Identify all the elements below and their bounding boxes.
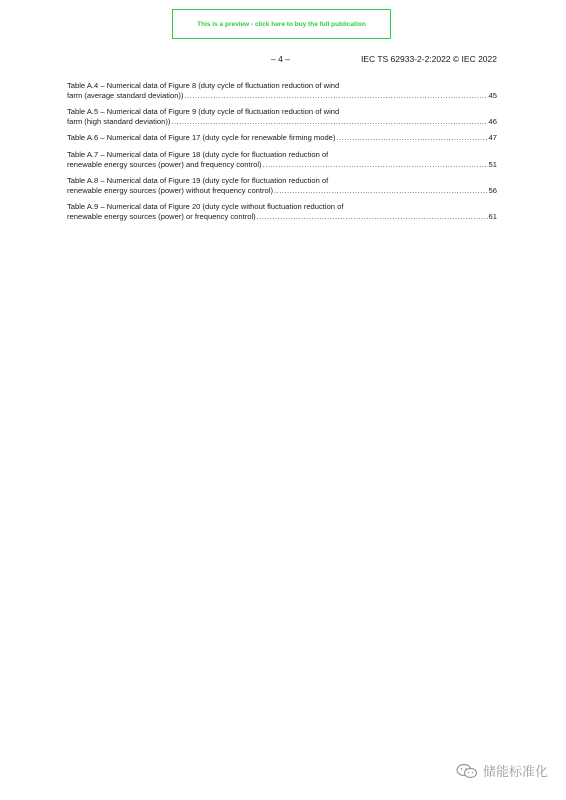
- toc-page-number: 61: [488, 211, 497, 221]
- watermark-text: 储能标准化: [482, 764, 548, 779]
- toc-dot-leader: [336, 133, 487, 143]
- toc-entry-text: Table A.9 – Numerical data of Figure 20 (duty cycle without fluctuation reduction of: [67, 202, 344, 212]
- toc-entry-text: renewable energy sources (power) and frequency control): [67, 159, 262, 169]
- preview-banner-text: This is a preview - click here to buy the full publication: [197, 20, 366, 28]
- toc-entry-text: Table A.6 – Numerical data of Figure 17 (duty cycle for renewable firming mode): [67, 133, 336, 143]
- toc-page-number: 47: [488, 133, 497, 143]
- toc-entry[interactable]: [67, 133, 497, 143]
- toc-entry-text: Table A.7 – Numerical data of Figure 18 (duty cycle for fluctuation reduction of: [67, 149, 329, 159]
- toc-entry-text: Table A.8 – Numerical data of Figure 19 (duty cycle for fluctuation reduction of: [67, 176, 329, 186]
- toc-entry[interactable]: [67, 176, 497, 195]
- toc-entry-text: farm (average standard deviation)): [67, 90, 184, 100]
- toc-entry-text: renewable energy sources (power) or frequency control): [67, 211, 256, 221]
- toc-entry-text: renewable energy sources (power) without frequency control): [67, 185, 273, 195]
- table-of-contents: [67, 81, 497, 229]
- toc-entry-text: Table A.5 – Numerical data of Figure 9 (duty cycle of fluctuation reduction of wind: [67, 107, 340, 117]
- toc-page-number: 46: [488, 116, 497, 126]
- toc-entry-last-line: [67, 212, 497, 222]
- toc-dot-leader: [185, 91, 488, 101]
- toc-page-number: 45: [488, 90, 497, 100]
- toc-dot-leader: [257, 212, 488, 222]
- toc-entry-text: Table A.4 – Numerical data of Figure 8 (duty cycle of fluctuation reduction of wind: [67, 81, 340, 90]
- toc-entry-text: farm (high standard deviation)): [67, 116, 171, 126]
- watermark: [456, 761, 548, 780]
- toc-entry[interactable]: [67, 150, 497, 169]
- wechat-icon: [456, 763, 478, 779]
- toc-entry[interactable]: [67, 202, 497, 221]
- toc-dot-leader: [263, 160, 488, 170]
- toc-page-number: 51: [488, 159, 497, 169]
- toc-entry-last-line: [67, 186, 497, 196]
- document-id: IEC TS 62933-2-2:2022 © IEC 2022: [360, 54, 497, 64]
- toc-entry[interactable]: [67, 107, 497, 126]
- page-number: – 4 –: [271, 54, 290, 64]
- toc-entry-last-line: [67, 160, 497, 170]
- toc-entry-last-line: [67, 133, 497, 143]
- toc-dot-leader: [274, 186, 488, 196]
- toc-page-number: 56: [488, 185, 497, 195]
- toc-dot-leader: [171, 117, 487, 127]
- toc-entry[interactable]: [67, 81, 497, 100]
- preview-purchase-link[interactable]: [172, 9, 391, 39]
- toc-entry-last-line: [67, 117, 497, 127]
- running-header: [66, 54, 497, 66]
- toc-entry-last-line: [67, 91, 497, 101]
